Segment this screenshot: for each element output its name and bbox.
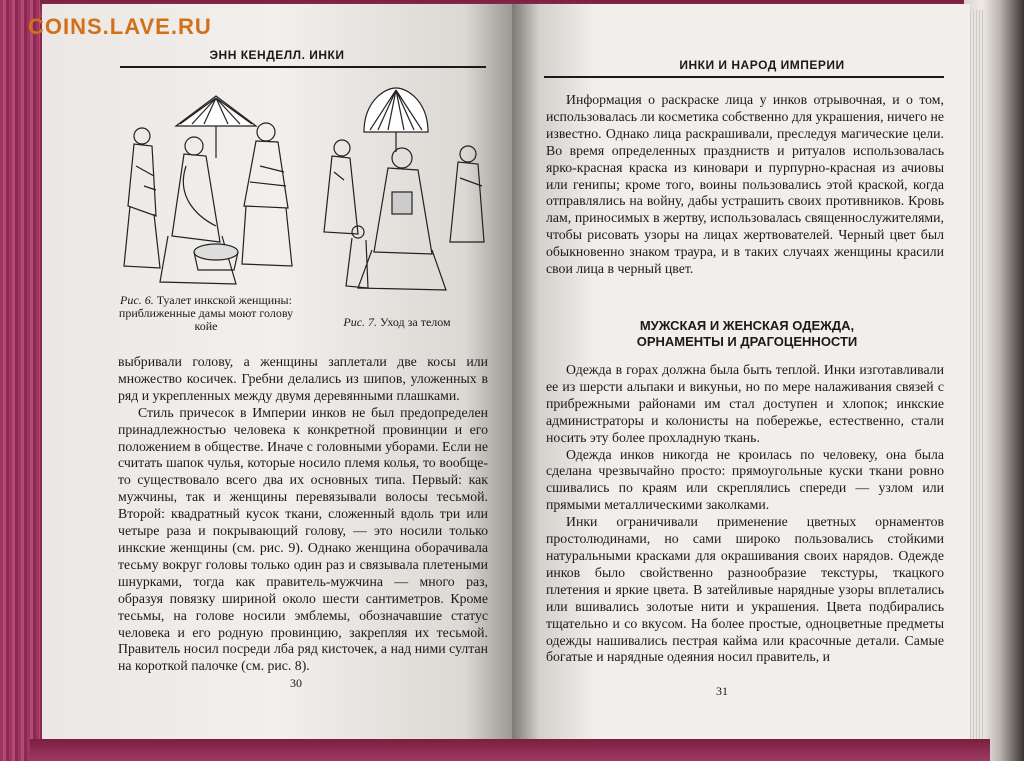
figure-6-caption-line3: койе — [194, 319, 218, 333]
right-intro-paragraph: Информация о раскраске лица у инков отрывочная, и о том, использовалась ли косметика собственно для украшения, ничего не известно. Однако лица раскрашивали, преследуя магические цели. Во время определенных праздниств и ритуалов использовалась ярко-красная краска из киновари и пурпурно-красная из ачиовы или генипы; кроме того, воины пользовались этой краской, когда отправлялись на войну, дабы устрашить своих противников. Кровь лам, приносимых в жертву, использовалась священнослужителями, чтобы рисовать узоры на лицах жертвователей. Черный цвет был обыкновенно знаком траура, и в таких случаях женщины красили свои лица в черный цвет. — [546, 92, 944, 277]
right-paragraph: Инки ограничивали применение цветных орнаментов простолюдинами, но сами широко пользовались стойкими натуральными красками для окрашивания своих нарядов. Одежде инков было свойственно разнообразие текстуры, ткацкого плетения и яркие цвета. В затейливые нарядные узоры вплетались или вшивались золотые нити и украшения. Цвета подбирались тщательно и со вкусом. На более простые, одноцветные предметы одежды нашивались пестрая кайма или красочные детали. Самые богатые и нарядные одеяния носил правитель, и — [546, 514, 944, 665]
figure-7-caption-text: Уход за телом — [380, 315, 451, 329]
figure-6-illustration — [116, 86, 300, 286]
book-cover-left — [0, 0, 40, 761]
right-header-rule — [544, 76, 944, 78]
left-body-text — [118, 354, 488, 675]
section-title-line1: МУЖСКАЯ И ЖЕНСКАЯ ОДЕЖДА, — [639, 318, 855, 333]
figure-6-caption-line2: приближенные дамы моют голову — [118, 306, 294, 320]
left-running-head: ЭНН КЕНДЕЛЛ. ИНКИ — [209, 48, 345, 62]
left-paragraph: выбривали голову, а женщины заплетали две косы или множество косичек. Гребни делались из шипов, уложенных в ряд и укрепленных между двумя деревянными плашками. — [118, 354, 488, 403]
right-paragraph: Одежда инков никогда не кроилась по человеку, она была сделана чрезвычайно просто: прямоугольные куски ткани ровно сшивались по краям или скреплялись спереди — узлом или прямыми металлическими заколками. — [546, 446, 944, 513]
watermark: COINS.LAVE.RU — [28, 14, 212, 39]
figure-7-label: Рис. 7. — [343, 315, 378, 329]
left-page-number: 30 — [290, 676, 302, 690]
section-title — [552, 318, 942, 350]
figure-6-caption — [106, 294, 306, 333]
figure-7-illustration — [314, 82, 490, 298]
right-running-head: ИНКИ И НАРОД ИМПЕРИИ — [679, 58, 845, 72]
left-paragraph: Стиль причесок в Империи инков не был предопределен принадлежностью человека к конкретной провинции и его положением в обществе. Иначе с головными уборами. Если не считать шапок чулья, которые носило племя колья, то вообще-то существовало всего два их основных типа. Первый: как мужчины, так и женщины перевязывали волосы тесьмой. Второй: квадратный кусок ткани, сложенный вдоль три или четыре раза и покрывающий голову, — это носили только инкские женщины (см. рис. 9). Однако женщина оборачивала тесьму вокруг головы только один раз и связывала плетеными шнурками, тогда как правитель-мужчина — много раз, образуя повязку шириной около шести сантиметров. Кроме тесьмы, на голове носили эмблемы, обозначавшие статус человека и его родную провинцию, закрепляя их тесьмой. Правитель носил посреди лба ряд кисточек, а над ними султан на короткой палочке (см. рис. 8). — [118, 404, 488, 674]
left-page — [42, 4, 512, 739]
right-intro-text — [546, 92, 944, 278]
figure-7-caption — [332, 316, 462, 329]
right-body-text — [546, 362, 944, 666]
right-page-number: 31 — [716, 684, 728, 698]
figure-6-caption-line1: Туалет инкской женщины: — [156, 293, 292, 307]
figure-6-label: Рис. 6. — [120, 293, 154, 307]
book-cover-bottom — [30, 739, 990, 761]
section-title-line2: ОРНАМЕНТЫ И ДРАГОЦЕННОСТИ — [636, 334, 858, 349]
right-page — [512, 4, 970, 739]
right-paragraph: Одежда в горах должна была быть теплой. Инки изготавливали ее из шерсти альпаки и викуньи, но по мере налаживания связей с прибрежными районами им стал доступен и хлопок; инкские администраторы и колонисты на побережье, естественно, стали носить эту более прохладную ткань. — [546, 362, 944, 445]
left-header-rule — [120, 66, 486, 68]
